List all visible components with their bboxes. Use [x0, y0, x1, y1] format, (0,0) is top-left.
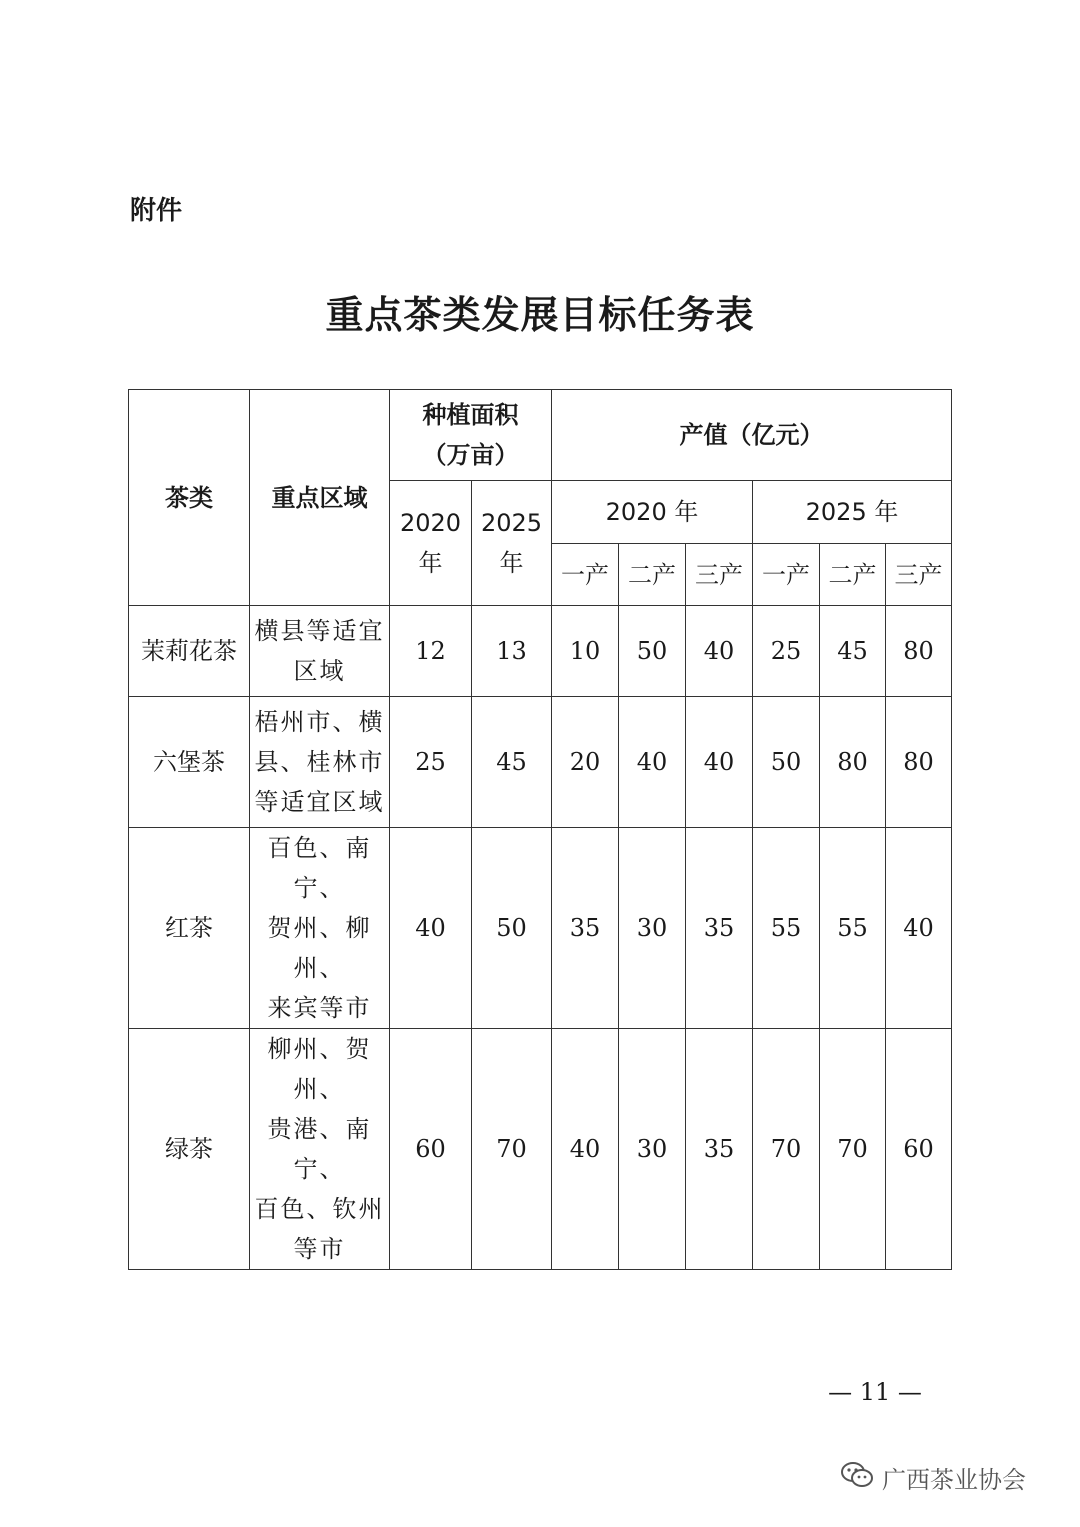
area-2020-cell: 40 [390, 828, 472, 1029]
header-key-region: 重点区域 [250, 390, 390, 606]
value-cell: 55 [753, 828, 820, 1029]
region-cell [250, 606, 390, 697]
area-2025-cell: 70 [472, 1029, 552, 1270]
area-2025-cell: 13 [472, 606, 552, 697]
value-cell: 35 [686, 828, 753, 1029]
header-area-2020 [390, 481, 472, 606]
header-sector-secondary-2020: 二产 [619, 544, 686, 606]
table-row [129, 606, 952, 697]
value-cell: 10 [552, 606, 619, 697]
region-line: 柳州、贺州、 [267, 1035, 372, 1103]
area-2025-cell: 50 [472, 828, 552, 1029]
header-tea-type: 茶类 [129, 390, 250, 606]
header-output-value: 产值（亿元） [552, 390, 952, 481]
region-line: 百色、钦州 [254, 1195, 385, 1223]
header-sector-secondary-2025: 二产 [820, 544, 886, 606]
region-line: 等市 [293, 1235, 346, 1263]
tea-type-cell: 茉莉花茶 [129, 606, 250, 697]
value-cell: 45 [820, 606, 886, 697]
header-planting-area [390, 390, 552, 481]
value-cell: 50 [619, 606, 686, 697]
value-cell: 70 [820, 1029, 886, 1270]
header-sector-tertiary-2020: 三产 [686, 544, 753, 606]
area-2020-cell: 60 [390, 1029, 472, 1270]
table-row [129, 828, 952, 1029]
value-cell: 50 [753, 697, 820, 828]
value-cell: 35 [552, 828, 619, 1029]
value-cell: 60 [886, 1029, 952, 1270]
tea-type-cell: 绿茶 [129, 1029, 250, 1270]
header-area-2025-unit: 年 [499, 549, 524, 577]
header-sector-primary-2025: 一产 [753, 544, 820, 606]
header-sector-primary-2020: 一产 [552, 544, 619, 606]
page-title: 重点茶类发展目标任务表 [325, 292, 755, 337]
value-cell: 80 [886, 697, 952, 828]
header-planting-area-line1: 种植面积 [422, 401, 519, 429]
header-area-2020-unit: 年 [418, 549, 443, 577]
region-line: 梧州市、横 [254, 708, 385, 736]
header-area-2020-year: 2020 [399, 509, 462, 537]
region-line: 百色、南宁、 [267, 834, 372, 902]
header-planting-area-line2: （万亩） [422, 441, 519, 469]
region-line: 等适宜区域 [254, 788, 385, 816]
value-cell: 35 [686, 1029, 753, 1270]
table-row [129, 697, 952, 828]
area-2020-cell: 12 [390, 606, 472, 697]
header-sector-tertiary-2025: 三产 [886, 544, 952, 606]
tea-type-cell: 红茶 [129, 828, 250, 1029]
target-table [128, 389, 952, 1270]
header-output-2020: 2020 年 [552, 481, 753, 544]
value-cell: 40 [552, 1029, 619, 1270]
region-line: 县、桂林市 [254, 748, 385, 776]
header-output-2025: 2025 年 [753, 481, 952, 544]
value-cell: 40 [686, 606, 753, 697]
value-cell: 70 [753, 1029, 820, 1270]
region-line: 贵港、南宁、 [267, 1115, 372, 1183]
header-area-2025 [472, 481, 552, 606]
value-cell: 30 [619, 828, 686, 1029]
watermark-text: 广西茶业协会 [882, 1466, 1026, 1494]
wechat-icon [840, 1461, 874, 1495]
value-cell: 25 [753, 606, 820, 697]
header-area-2025-year: 2025 [480, 509, 543, 537]
value-cell: 80 [820, 697, 886, 828]
attachment-label: 附件 [130, 196, 183, 226]
region-line: 横县等适宜 [254, 617, 385, 645]
value-cell: 40 [886, 828, 952, 1029]
value-cell: 30 [619, 1029, 686, 1270]
page-number: — 11 — [828, 1378, 922, 1406]
region-line: 来宾等市 [267, 994, 372, 1022]
area-2025-cell: 45 [472, 697, 552, 828]
table-row [129, 1029, 952, 1270]
region-line: 区域 [293, 657, 346, 685]
value-cell: 40 [619, 697, 686, 828]
region-line: 贺州、柳州、 [267, 914, 372, 982]
value-cell: 40 [686, 697, 753, 828]
region-cell [250, 1029, 390, 1270]
value-cell: 20 [552, 697, 619, 828]
tea-type-cell: 六堡茶 [129, 697, 250, 828]
region-cell [250, 697, 390, 828]
region-cell [250, 828, 390, 1029]
area-2020-cell: 25 [390, 697, 472, 828]
value-cell: 80 [886, 606, 952, 697]
watermark [840, 1460, 1026, 1495]
value-cell: 55 [820, 828, 886, 1029]
